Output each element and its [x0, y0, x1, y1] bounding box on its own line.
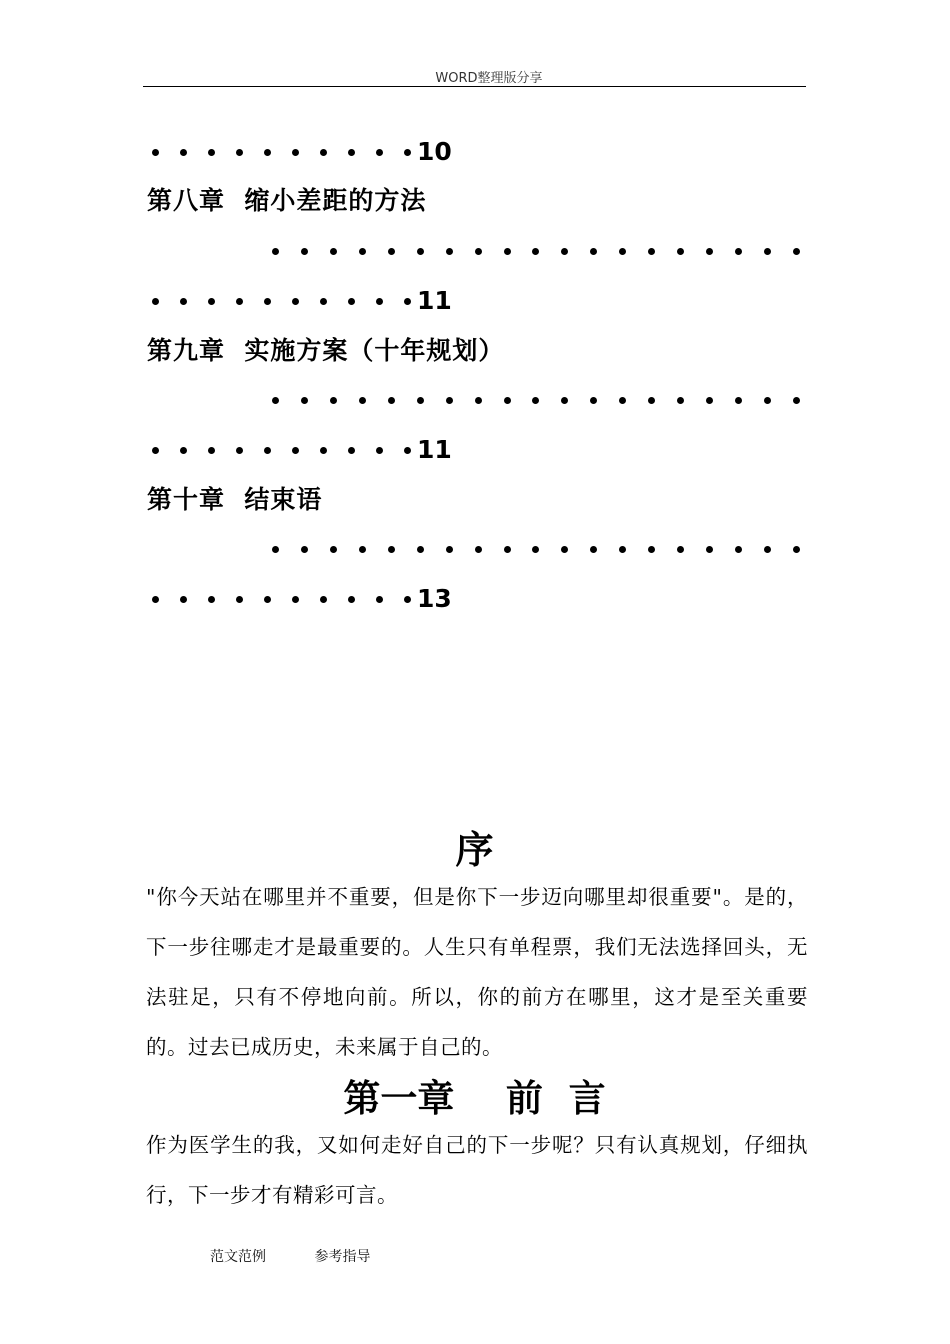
leader-dot [152, 447, 159, 454]
leader-dot [417, 546, 424, 553]
leader-dot [648, 248, 655, 255]
leader-dot [417, 248, 424, 255]
leader-dot [706, 248, 713, 255]
toc-page-number: 10 [417, 137, 452, 166]
leader-dot [320, 447, 327, 454]
leader-dot [561, 248, 568, 255]
page-header: WORD整理版分享 [435, 71, 543, 86]
leader-dot [376, 447, 383, 454]
leader-dot [404, 149, 411, 156]
leader-dot [388, 248, 395, 255]
leader-dot [475, 546, 482, 553]
toc-page-number: 11 [417, 286, 452, 315]
leader-dot [561, 546, 568, 553]
leader-dot [475, 397, 482, 404]
leader-dot [648, 546, 655, 553]
leader-dot [301, 546, 308, 553]
leader-dot [292, 596, 299, 603]
leader-dot [446, 397, 453, 404]
leader-dot [152, 298, 159, 305]
leader-dot [590, 546, 597, 553]
leader-dot [532, 397, 539, 404]
leader-dot [619, 397, 626, 404]
chapter-one-paragraph: 作为医学生的我，又如何走好自己的下一步呢？只有认真规划，仔细执行，下一步才有精彩可言。 [146, 1133, 808, 1207]
leader-dot [532, 546, 539, 553]
leader-dot [404, 447, 411, 454]
leader-dot [180, 298, 187, 305]
leader-dot [208, 596, 215, 603]
leader-dot [301, 248, 308, 255]
leader-dot [376, 149, 383, 156]
leader-dot [348, 447, 355, 454]
leader-dot [292, 149, 299, 156]
leader-dot [735, 248, 742, 255]
leader-dot [264, 298, 271, 305]
leader-dot [236, 149, 243, 156]
leader-dot [330, 248, 337, 255]
leader-dot [272, 546, 279, 553]
preface-paragraph: "你今天站在哪里并不重要，但是你下一步迈向哪里却很重要"。是的，下一步往哪走才是最重要的。人生只有单程票，我们无法选择回头，无法驻足，只有不停地向前。所以，你的前方在哪里，这才是至关重要的。过去已成历史，未来属于自己的。 [146, 885, 808, 1059]
leader-dot [677, 248, 684, 255]
leader-dot [330, 397, 337, 404]
leader-dot [793, 397, 800, 404]
leader-dot [208, 447, 215, 454]
toc-leader-full [272, 236, 800, 266]
toc-leader-full [272, 385, 800, 415]
leader-dot [348, 149, 355, 156]
leader-dot [735, 397, 742, 404]
leader-dot [272, 397, 279, 404]
leader-dot [417, 397, 424, 404]
leader-dot [264, 149, 271, 156]
chapter-one-title: 第一章 前 言 [343, 1076, 606, 1120]
leader-dot [208, 298, 215, 305]
leader-dot [236, 596, 243, 603]
leader-dot [388, 546, 395, 553]
leader-dot [292, 447, 299, 454]
toc-leader-full [272, 534, 800, 564]
leader-dot [152, 149, 159, 156]
leader-dot [320, 596, 327, 603]
leader-dot [677, 546, 684, 553]
toc-entry-title: 第八章 缩小差距的方法 [147, 186, 427, 215]
toc-leader-end [152, 584, 452, 614]
leader-dot [376, 298, 383, 305]
toc-leader-end [152, 286, 452, 316]
leader-dot [446, 546, 453, 553]
leader-dot [359, 248, 366, 255]
footer-right-text: 参考指导 [314, 1249, 371, 1265]
leader-dot [706, 397, 713, 404]
leader-dot [376, 596, 383, 603]
leader-dot [619, 546, 626, 553]
leader-dot [264, 596, 271, 603]
leader-dot [590, 397, 597, 404]
toc-entry-title: 第九章 实施方案（十年规划） [147, 336, 505, 365]
toc-leader-end [152, 137, 452, 167]
toc-entry-title: 第十章 结束语 [147, 485, 323, 514]
leader-dot [388, 397, 395, 404]
leader-dot [264, 447, 271, 454]
leader-dot [348, 596, 355, 603]
footer-left-text: 范文范例 [210, 1249, 266, 1265]
leader-dot [648, 397, 655, 404]
leader-dot [404, 298, 411, 305]
leader-dot [152, 596, 159, 603]
toc-leader-end [152, 435, 452, 465]
leader-dot [236, 298, 243, 305]
leader-dot [735, 546, 742, 553]
leader-dot [180, 447, 187, 454]
leader-dot [236, 447, 243, 454]
toc-page-number: 11 [417, 435, 452, 464]
leader-dot [677, 397, 684, 404]
leader-dot [359, 546, 366, 553]
leader-dot [504, 546, 511, 553]
leader-dot [504, 248, 511, 255]
table-of-contents [0, 0, 950, 640]
leader-dot [320, 298, 327, 305]
leader-dot [764, 397, 771, 404]
leader-dot [320, 149, 327, 156]
leader-dot [180, 596, 187, 603]
preface-title: 序 [455, 827, 494, 872]
leader-dot [764, 248, 771, 255]
leader-dot [348, 298, 355, 305]
leader-dot [793, 546, 800, 553]
leader-dot [180, 149, 187, 156]
leader-dot [764, 546, 771, 553]
toc-page-number: 13 [417, 584, 452, 613]
leader-dot [504, 397, 511, 404]
leader-dot [208, 149, 215, 156]
leader-dot [359, 397, 366, 404]
leader-dot [619, 248, 626, 255]
leader-dot [301, 397, 308, 404]
leader-dot [590, 248, 597, 255]
leader-dot [561, 397, 568, 404]
leader-dot [330, 546, 337, 553]
page-footer [210, 1246, 370, 1266]
leader-dot [292, 298, 299, 305]
leader-dot [793, 248, 800, 255]
leader-dot [272, 248, 279, 255]
leader-dot [446, 248, 453, 255]
leader-dot [706, 546, 713, 553]
leader-dot [404, 596, 411, 603]
leader-dot [532, 248, 539, 255]
leader-dot [475, 248, 482, 255]
